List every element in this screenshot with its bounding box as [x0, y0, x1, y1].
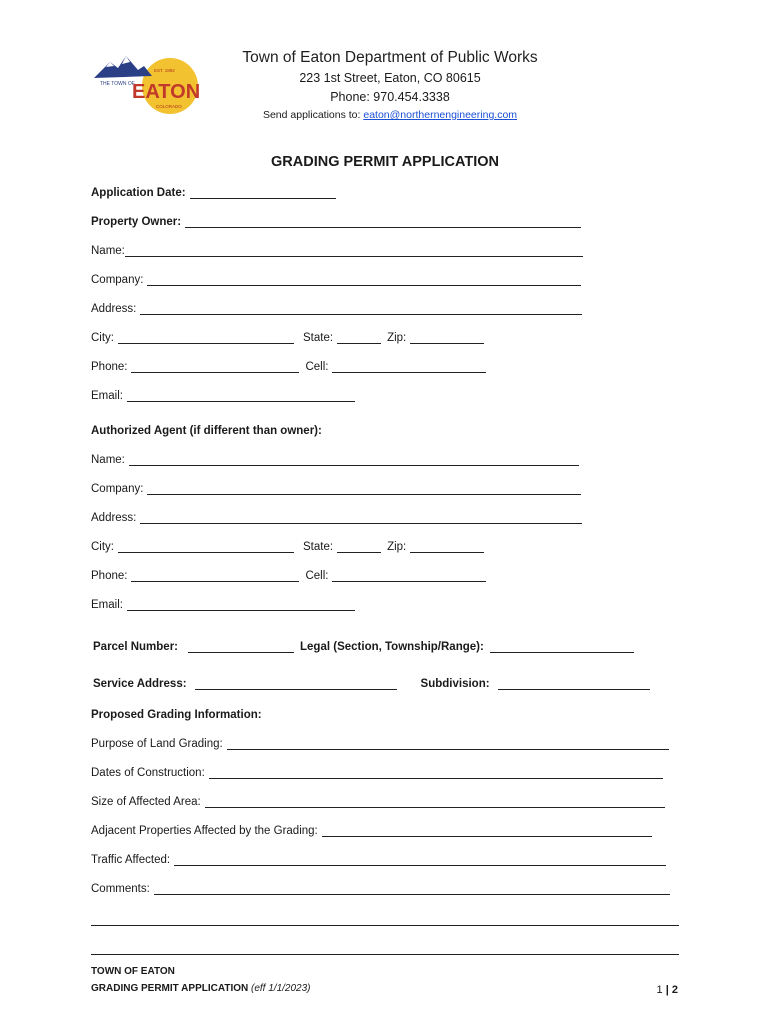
agent-address-row — [91, 512, 582, 524]
comments-field[interactable] — [154, 883, 670, 895]
owner-zip-label: Zip: — [387, 332, 407, 344]
owner-city-label: City: — [91, 332, 114, 344]
department-address: 223 1st Street, Eaton, CO 80615 — [299, 71, 481, 85]
size-label: Size of Affected Area: — [91, 796, 201, 808]
owner-email-field[interactable] — [127, 390, 355, 402]
owner-email-label: Email: — [91, 390, 123, 402]
service-address-row — [93, 678, 650, 690]
service-address-label: Service Address: — [93, 678, 187, 690]
agent-phone-field[interactable] — [131, 570, 299, 582]
agent-phone-label: Phone: — [91, 570, 128, 582]
send-label: Send applications to: — [262, 109, 364, 121]
agent-company-row — [91, 483, 581, 495]
department-phone: Phone: 970.454.3338 — [330, 90, 450, 104]
agent-email-row — [91, 599, 355, 611]
legal-field[interactable] — [490, 641, 634, 653]
owner-name-label: Name: — [91, 245, 125, 257]
form-title: GRADING PERMIT APPLICATION — [271, 154, 499, 170]
comments-label: Comments: — [91, 883, 150, 895]
parcel-number-label: Parcel Number: — [93, 641, 179, 653]
agent-address-field[interactable] — [140, 512, 582, 524]
comments-row — [91, 883, 670, 895]
authorized-agent-row — [91, 425, 322, 437]
authorized-agent-label: Authorized Agent (if different than owner): — [91, 425, 322, 437]
send-email-link[interactable]: eaton@northernengineering.com — [363, 109, 518, 121]
dates-label: Dates of Construction: — [91, 767, 205, 779]
application-date-field[interactable] — [190, 187, 336, 199]
page-current: 1 — [656, 984, 663, 996]
property-owner-label: Property Owner: — [91, 216, 182, 228]
logo-top-text: EST. 1892 — [154, 68, 175, 73]
footer-form-name — [91, 983, 311, 994]
purpose-label: Purpose of Land Grading: — [91, 738, 223, 750]
agent-address-label: Address: — [91, 512, 137, 524]
property-owner-field[interactable] — [185, 216, 581, 228]
footer-effective-date: (eff 1/1/2023) — [251, 983, 311, 994]
send-applications — [200, 109, 580, 121]
agent-cell-field[interactable] — [332, 570, 486, 582]
logo-main-text: EATON — [132, 81, 201, 103]
adjacent-field[interactable] — [322, 825, 652, 837]
parcel-number-field[interactable] — [188, 641, 294, 653]
agent-email-field[interactable] — [127, 599, 355, 611]
owner-phone-label: Phone: — [91, 361, 128, 373]
owner-city-row — [91, 332, 484, 344]
agent-company-field[interactable] — [147, 483, 581, 495]
owner-name-field[interactable] — [125, 245, 583, 257]
comments-line-2[interactable] — [91, 914, 679, 926]
agent-city-field[interactable] — [118, 541, 294, 553]
owner-phone-row — [91, 361, 486, 373]
owner-address-row — [91, 303, 582, 315]
eaton-logo — [92, 48, 210, 118]
owner-state-field[interactable] — [337, 332, 381, 344]
dates-field[interactable] — [209, 767, 663, 779]
adjacent-label: Adjacent Properties Affected by the Grading: — [91, 825, 318, 837]
owner-zip-field[interactable] — [410, 332, 484, 344]
footer-town: TOWN OF EATON — [91, 966, 175, 977]
owner-cell-label: Cell: — [305, 361, 329, 373]
agent-zip-field[interactable] — [410, 541, 484, 553]
dates-row — [91, 767, 663, 779]
department-title: Town of Eaton Department of Public Works — [242, 49, 538, 66]
page-separator: | — [665, 984, 669, 996]
owner-phone-field[interactable] — [131, 361, 299, 373]
agent-name-field[interactable] — [129, 454, 579, 466]
proposed-grading-label: Proposed Grading Information: — [91, 709, 262, 721]
subdivision-field[interactable] — [498, 678, 650, 690]
owner-cell-field[interactable] — [332, 361, 486, 373]
size-field[interactable] — [205, 796, 665, 808]
logo-small-text: THE TOWN OF — [100, 81, 135, 87]
parcel-row — [93, 641, 634, 653]
traffic-label: Traffic Affected: — [91, 854, 171, 866]
size-row — [91, 796, 665, 808]
owner-address-field[interactable] — [140, 303, 582, 315]
agent-name-row — [91, 454, 579, 466]
owner-company-label: Company: — [91, 274, 144, 286]
owner-address-label: Address: — [91, 303, 137, 315]
owner-company-field[interactable] — [147, 274, 581, 286]
agent-cell-label: Cell: — [305, 570, 329, 582]
agent-email-label: Email: — [91, 599, 123, 611]
comments-line-3[interactable] — [91, 943, 679, 955]
adjacent-row — [91, 825, 652, 837]
owner-state-label: State: — [303, 332, 334, 344]
legal-label: Legal (Section, Township/Range): — [300, 641, 484, 653]
owner-email-row — [91, 390, 355, 402]
owner-company-row — [91, 274, 581, 286]
agent-company-label: Company: — [91, 483, 144, 495]
owner-city-field[interactable] — [118, 332, 294, 344]
application-date-row — [91, 187, 336, 199]
property-owner-row — [91, 216, 581, 228]
agent-state-field[interactable] — [337, 541, 381, 553]
service-address-field[interactable] — [195, 678, 397, 690]
agent-phone-row — [91, 570, 486, 582]
traffic-row — [91, 854, 666, 866]
traffic-field[interactable] — [174, 854, 666, 866]
application-date-label: Application Date: — [91, 187, 186, 199]
logo-bottom-text: COLORADO — [156, 104, 182, 109]
page-total: 2 — [671, 984, 678, 996]
purpose-field[interactable] — [227, 738, 669, 750]
proposed-grading-row — [91, 709, 262, 721]
agent-city-row — [91, 541, 484, 553]
page-number — [657, 984, 678, 996]
agent-state-label: State: — [303, 541, 334, 553]
agent-zip-label: Zip: — [387, 541, 407, 553]
purpose-row — [91, 738, 669, 750]
subdivision-label: Subdivision: — [420, 678, 490, 690]
footer-form-title: GRADING PERMIT APPLICATION — [91, 983, 249, 994]
agent-city-label: City: — [91, 541, 114, 553]
agent-name-label: Name: — [91, 454, 125, 466]
owner-name-row — [91, 245, 583, 257]
